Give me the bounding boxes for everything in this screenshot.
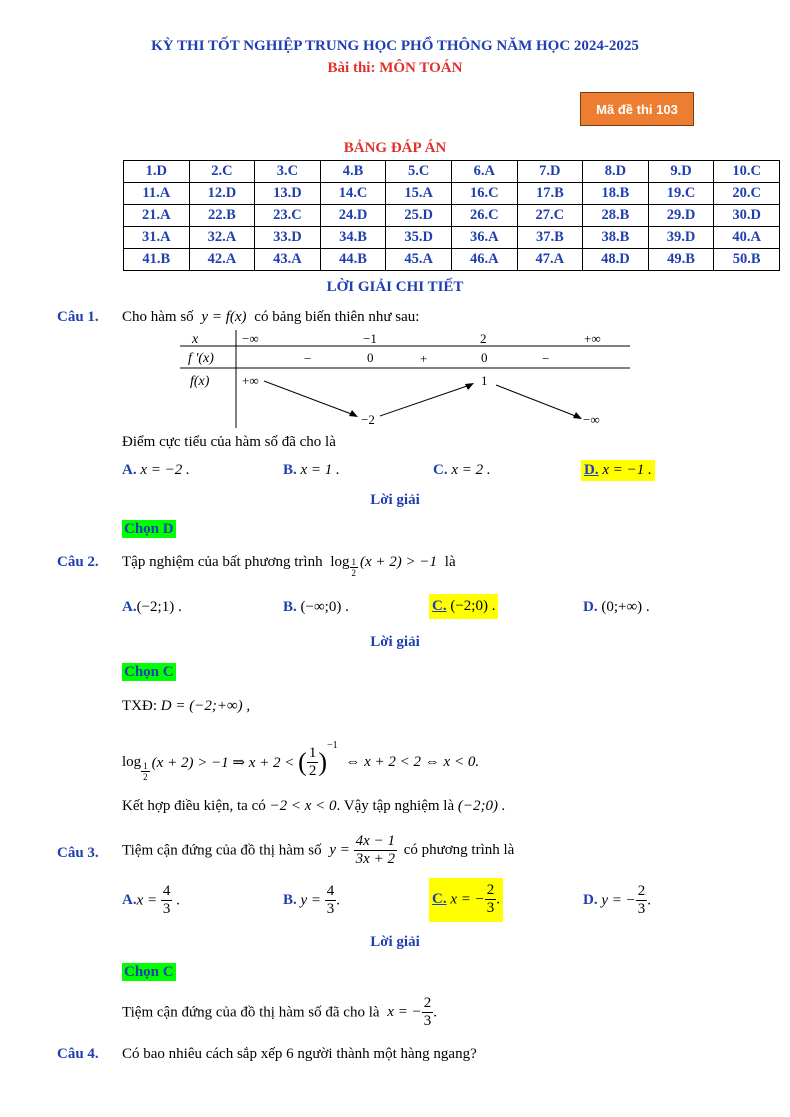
- answer-row: [124, 183, 780, 205]
- x-value: −1: [363, 331, 377, 346]
- f-value: 1: [481, 373, 488, 388]
- answer-cell: 18.B: [583, 183, 649, 205]
- exam-code-badge: Mã đề thi 103: [580, 92, 694, 126]
- answer-cell: 13.D: [255, 183, 321, 205]
- answer-cell: 8.D: [583, 161, 649, 183]
- answer-cell: 24.D: [320, 205, 386, 227]
- question-label: Câu 3.: [57, 845, 99, 861]
- answer-cell: 14.C: [320, 183, 386, 205]
- option-a: A.x = $\frac{4}{3}$ .: [122, 883, 180, 918]
- question-prompt: Điểm cực tiểu của hàm số đã cho là: [122, 434, 336, 450]
- answer-cell: 35.D: [386, 227, 452, 249]
- sign-value: +: [420, 351, 428, 366]
- option-b: B. x = 1 .: [283, 462, 340, 478]
- answer-cell: 49.B: [648, 249, 714, 271]
- exam-title: KỲ THI TỐT NGHIỆP TRUNG HỌC PHỔ THÔNG NĂM HỌC 2024-2025: [151, 38, 639, 54]
- answer-cell: 11.A: [124, 183, 190, 205]
- arrow-down-1: [264, 381, 354, 415]
- f-value: +∞: [242, 373, 259, 388]
- answer-cell: 50.B: [714, 249, 780, 271]
- answer-cell: 26.C: [451, 205, 517, 227]
- solution-step: log $\frac{1}{2}$ (x + 2) > −1 ⇒ x + 2 < ( $\frac{1}{2}$ )$^{-1}$ ⇔ x + 2 < 2 ⇔ x < 0.: [122, 740, 480, 782]
- question-label: Câu 4.: [57, 1046, 99, 1062]
- x-value: +∞: [584, 331, 601, 346]
- answer-cell: 19.C: [648, 183, 714, 205]
- option-a: A.(−2;1) .: [122, 599, 182, 615]
- variation-table: [180, 330, 632, 430]
- row-fprime-label: f '(x): [188, 351, 214, 366]
- answer-row: [124, 205, 780, 227]
- answer-cell: 17.B: [517, 183, 583, 205]
- answer-cell: 20.C: [714, 183, 780, 205]
- answer-cell: 7.D: [517, 161, 583, 183]
- answer-cell: 28.B: [583, 205, 649, 227]
- answer-row: [124, 161, 780, 183]
- answer-cell: 38.B: [583, 227, 649, 249]
- x-value: −∞: [242, 331, 259, 346]
- answer-cell: 43.A: [255, 249, 321, 271]
- question-label: Câu 1.: [57, 309, 99, 325]
- option-c-correct: C. x = − $\frac{2}{3}$ .: [429, 878, 503, 922]
- answer-cell: 31.A: [124, 227, 190, 249]
- answer-cell: 48.D: [583, 249, 649, 271]
- arrow-up: [380, 385, 470, 416]
- loi-giai-heading: Lời giải: [370, 634, 420, 650]
- answer-cell: 21.A: [124, 205, 190, 227]
- chosen-answer: Chọn C: [124, 964, 174, 980]
- answer-cell: 4.B: [320, 161, 386, 183]
- row-f-label: f(x): [190, 374, 210, 389]
- answer-cell: 6.A: [451, 161, 517, 183]
- option-c: C. x = 2 .: [433, 462, 491, 478]
- answer-cell: 46.A: [451, 249, 517, 271]
- f-value: −2: [361, 412, 375, 427]
- answer-cell: 34.B: [320, 227, 386, 249]
- answer-cell: 37.B: [517, 227, 583, 249]
- answer-cell: 15.A: [386, 183, 452, 205]
- solutions-title: LỜI GIẢI CHI TIẾT: [326, 279, 464, 295]
- arrow-down-2: [496, 385, 578, 417]
- solution-conclusion: Kết hợp điều kiện, ta có −2 < x < 0. Vậy tập nghiệm là (−2;0) .: [122, 798, 506, 814]
- sign-value: 0: [367, 350, 374, 365]
- option-a: A. x = −2 .: [122, 462, 190, 478]
- option-d: D. y = − $\frac{2}{3}$ .: [583, 883, 651, 918]
- answer-cell: 10.C: [714, 161, 780, 183]
- sign-value: 0: [481, 350, 488, 365]
- exam-subject: Bài thi: MÔN TOÁN: [327, 60, 463, 76]
- answer-cell: 40.A: [714, 227, 780, 249]
- option-b: B. (−∞;0) .: [283, 599, 349, 615]
- loi-giai-heading: Lời giải: [370, 934, 420, 950]
- answer-cell: 5.C: [386, 161, 452, 183]
- option-c-correct: C. (−2;0) .: [429, 594, 498, 619]
- question-label: Câu 2.: [57, 554, 99, 570]
- question-text: Có bao nhiêu cách sắp xếp 6 người thành một hàng ngang?: [122, 1046, 477, 1062]
- answer-cell: 45.A: [386, 249, 452, 271]
- question-text: Tiệm cận đứng của đồ thị hàm số y = $\frac{4x - 1}{3x + 2}$ có phương trình là: [122, 833, 515, 868]
- solution-answer: Tiệm cận đứng của đồ thị hàm số đã cho là x = − $\frac{2}{3}$ .: [122, 995, 437, 1030]
- answer-cell: 41.B: [124, 249, 190, 271]
- arrowhead: [465, 383, 474, 390]
- answer-row: [124, 249, 780, 271]
- answer-cell: 44.B: [320, 249, 386, 271]
- answer-cell: 47.A: [517, 249, 583, 271]
- answer-cell: 16.C: [451, 183, 517, 205]
- sign-value: −: [304, 351, 312, 366]
- chosen-answer: Chọn C: [124, 664, 174, 680]
- answer-cell: 1.D: [124, 161, 190, 183]
- arrowhead: [573, 412, 582, 419]
- answer-cell: 32.A: [189, 227, 255, 249]
- answer-cell: 12.D: [189, 183, 255, 205]
- f-value: −∞: [583, 412, 600, 427]
- domain-line: TXĐ: D = (−2;+∞) ,: [122, 698, 251, 714]
- answer-cell: 27.C: [517, 205, 583, 227]
- answer-cell: 9.D: [648, 161, 714, 183]
- answer-cell: 29.D: [648, 205, 714, 227]
- answer-cell: 33.D: [255, 227, 321, 249]
- arrowhead: [349, 410, 358, 417]
- answer-cell: 23.C: [255, 205, 321, 227]
- answer-cell: 36.A: [451, 227, 517, 249]
- question-text: Tập nghiệm của bất phương trình log $\frac{1}{2}$ (x + 2) > −1 là: [122, 554, 456, 578]
- chosen-answer: Chọn D: [124, 521, 174, 537]
- answer-cell: 22.B: [189, 205, 255, 227]
- option-b: B. y = $\frac{4}{3}$ .: [283, 883, 341, 918]
- answer-cell: 30.D: [714, 205, 780, 227]
- option-d-correct: D. x = −1 .: [581, 460, 655, 481]
- answer-cell: 3.C: [255, 161, 321, 183]
- question-text: Cho hàm số y = f(x) có bảng biến thiên như sau:: [122, 309, 420, 325]
- answer-key-title: BẢNG ĐÁP ÁN: [343, 140, 447, 156]
- answer-row: [124, 227, 780, 249]
- loi-giai-heading: Lời giải: [370, 492, 420, 508]
- answer-cell: 39.D: [648, 227, 714, 249]
- row-x-label: x: [192, 332, 199, 347]
- sign-value: −: [542, 351, 550, 366]
- answer-key-table: [123, 160, 780, 271]
- answer-cell: 25.D: [386, 205, 452, 227]
- answer-cell: 2.C: [189, 161, 255, 183]
- x-value: 2: [480, 331, 487, 346]
- option-d: D. (0;+∞) .: [583, 599, 650, 615]
- answer-cell: 42.A: [189, 249, 255, 271]
